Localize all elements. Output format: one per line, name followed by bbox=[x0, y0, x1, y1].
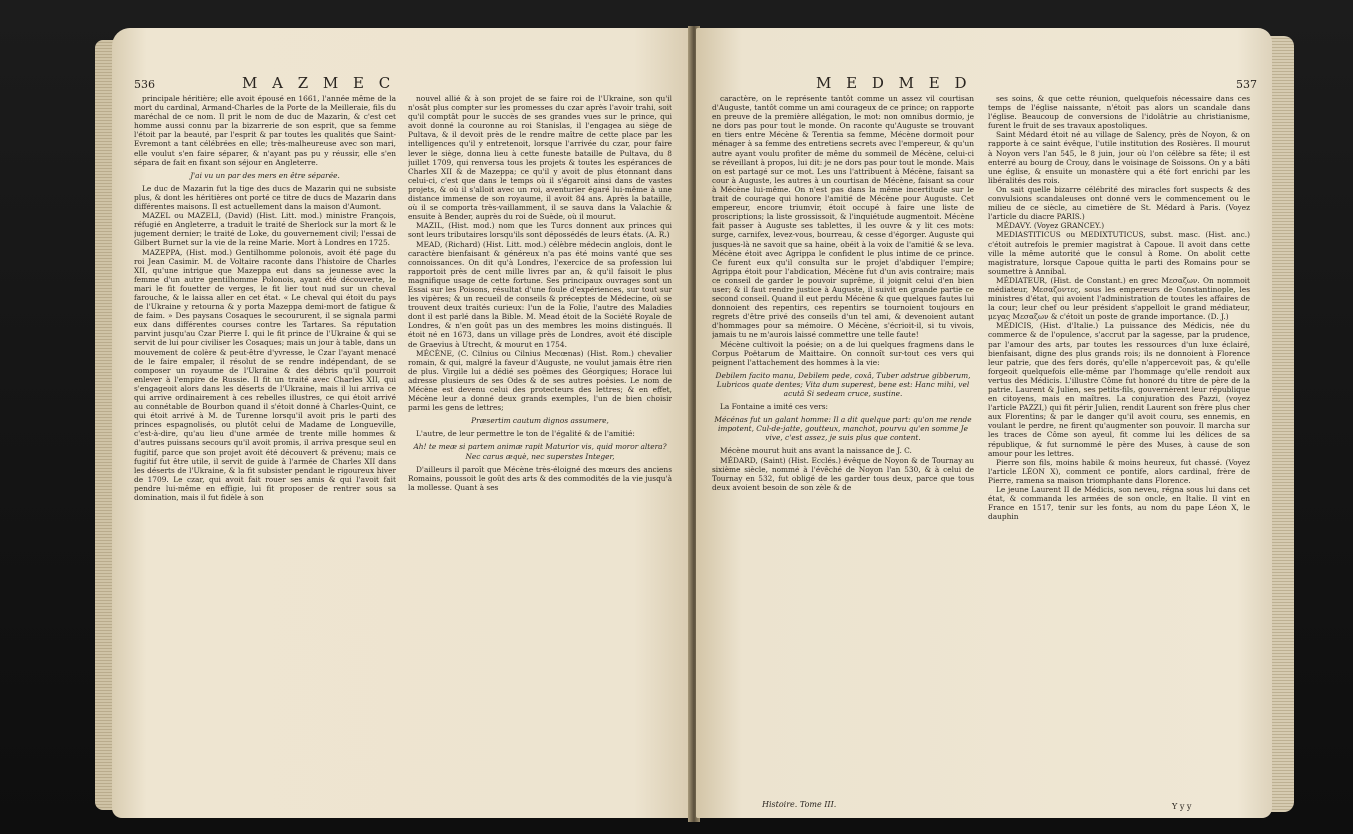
paragraph: principale héritière; elle avoit épousé en 1661, l'année même de la mort du cardinal, Armand-Charles de la Porte de la Meilleraie, fils du maréchal de ce nom. Il prit le nom de duc de Mazarin, & c'est cet homme aussi connu par la bizarrerie de son esprit, que sa femme l'étoit par la beauté, par l'esprit & par toutes les qualités que Saint-Evremont a tant célébrées en elle; très-malheureuse avec son mari, elle voulut s'en faire séparer, & n'ayant pas pu y réussir, elle s'en sépara de fait en fixant son séjour en Angleterre. bbox=[134, 94, 396, 167]
paragraph: Saint Médard étoit né au village de Salency, près de Noyon, & on rapporte à ce saint évêque, l'utile institution des Rosières. Il mourut à Noyon vers l'an 545, le 8 juin, jour où l'on célèbre sa fête; il est enterré au bourg de Crouy, dans le voisinage de Soissons. On y a bâti une église, & ensuite un monastère qui a été fort enrichi par les libéralités des rois. bbox=[988, 130, 1250, 185]
paragraph: Le duc de Mazarin fut la tige des ducs de Mazarin qui ne subsiste plus, & dont les héritières ont porté ce titre de ducs de Mazarin dans différentes maisons. Il est actuellement dans la maison d'Aumont. bbox=[134, 183, 396, 212]
quotation: Præsertim cautum dignos assumere, bbox=[471, 416, 609, 426]
paragraph: MÉDIATEUR, (Hist. de Constant.) en grec Μεσαζων. On nommoit médiateur, Μεσαζοντες, sous les empereurs de Constantinople, les ministres d'état, qui avoient l'administration de toutes les affaires de la cour; leur chef ou leur président s'appelloit le grand médiateur, μεγας Μεσαζων & c'étoit un poste de grande importance. (D. J.) bbox=[988, 275, 1250, 322]
paragraph: L'autre, de leur permettre le ton de l'égalité & de l'amitié: bbox=[416, 429, 635, 439]
paragraph: MÉCÈNE, (C. Cilnius ou Cilnius Mecœnas) (Hist. Rom.) chevalier romain, & qui, malgré la faveur d'Auguste, ne voulut jamais être rien de plus. Virgile lui a dédié ses poëmes des Géorgiques; Horace lui adresse plusieurs de ses Odes & de ses autres poésies. Le nom de Mécène est devenu celui des protecteurs des lettres; & en effet, Mécène leur a donné deux grands exemples, l'un de bien choisir parmi les gens de lettres; bbox=[408, 348, 672, 413]
paragraph: La Fontaine a imité ces vers: bbox=[720, 402, 829, 412]
left-column-1 bbox=[134, 94, 396, 806]
quotation: Mécénas fut un galant homme: Il a dit quelque part: qu'on me rende impotent, Cul-de-jatte, goutteux, manchot, pourvu qu'en somme Je vive, c'est assez, je suis plus que content. bbox=[714, 415, 972, 443]
footer-signature: Histoire. Tome III. bbox=[762, 800, 837, 809]
paragraph: MEAD, (Richard) (Hist. Litt. mod.) célèbre médecin anglois, dont le caractère bienfaisant & généreux n'a pas été moins vanté que ses connoissances. On dit qu'à Londres, l'exercice de sa profession lui rapportoit près de cent mille livres par an, & qu'il faisoit le plus magnifique usage de cette fortune. Ses principaux ouvrages sont un Essai sur les Poisons, résultat d'une foule d'expériences, sur tout sur les vipères; & un recueil de conseils & préceptes de Médecine, où se trouvent deux traités curieux: l'un de la Folie, l'autre des Maladies dont il est parlé dans la Bible. M. Mead étoit de la Société Royale de Londres, & n'en goût pas un des membres les moins distingués. Il étoit né en 1673, dans un village près de Londres, avoit été disciple de Graevius à Utrecht, & mourut en 1754. bbox=[408, 239, 672, 349]
paragraph: Mécène cultivoit la poésie; on a de lui quelques fragmens dans le Corpus Poëtarum de Maittaire. On connoît sur-tout ces vers qui peignent l'attachement des hommes à la vie: bbox=[712, 339, 974, 367]
paragraph: On sait quelle bizarre célébrité des miracles fort suspects & des convulsions scandaleuses ont donné vers le commencement ou le milieu de ce siècle, au cimetière de St. Médard à Paris. (Voyez l'article du diacre PARIS.) bbox=[988, 184, 1250, 222]
page-number-left: 536 bbox=[134, 78, 155, 91]
paragraph: MÉDICIS, (Hist. d'Italie.) La puissance des Médicis, née du commerce & de l'opulence, s'accrut par la sagesse, par la prudence, par l'amour des arts, par toutes les ressources d'un luxe éclairé, bienfaisant, digne des plus grands rois; ils ne donnoient à Florence leur patrie, que des fers dorés, qu'elle n'appercevoit pas, & qu'elle forgeoit quelquefois elle-même par l'hommage qu'elle rendoit aux vertus des Médicis. L'illustre Côme fut honoré du titre de père de la patrie. Laurent & Julien, ses petits-fils, gouvernèrent leur république en citoyens, mais en maîtres. La conjuration des Pazzi, (voyez l'article PAZZI,) qui fit périr Julien, rendit Laurent son frère plus cher aux Florentins; & par le danger qu'il avoit couru, ses ennemis, en voulant le perdre, ne firent qu'augmenter son pouvoir. Il marcha sur les traces de Côme son ayeul, fit comme lui les délices de sa république, & fut surnommé le père des Muses, à cause de son amour pour les lettres. bbox=[988, 321, 1250, 458]
paragraph: MEDIASTITICUS ou MEDIXTUTICUS, subst. masc. (Hist. anc.) c'étoit autrefois le premier magistrat à Capoue. Il avoit dans cette ville la même autorité que le consul à Rome. On abolit cette magistrature, lorsque Capoue quitta le parti des Romains pour se soumettre à Annibal. bbox=[988, 230, 1250, 276]
right-page bbox=[696, 28, 1272, 818]
paragraph: Mécène mourut huit ans avant la naissance de J. C. bbox=[720, 446, 912, 456]
quotation: Ah! te meæ si partem animæ rapit Maturior vis, quid moror altera? Nec carus æquè, nec superstes Integer, bbox=[413, 442, 667, 461]
right-column-1 bbox=[712, 94, 974, 794]
running-head-left: M A Z M E C bbox=[242, 74, 396, 92]
left-page bbox=[112, 28, 692, 818]
right-column-2 bbox=[988, 94, 1250, 806]
quotation: J'ai vu un par des mers en être séparée. bbox=[190, 170, 340, 180]
paragraph: MAZEPPA, (Hist. mod.) Gentilhomme polonois, avoit été page du roi Jean Casimir. M. de Voltaire raconte dans l'histoire de Charles XII, qu'une intrigue que Mazeppa eut dans sa jeunesse avec la femme d'un autre gentilhomme Polonois, ayant été découverte, le mari le fit fouetter de verges, le fit lier tout nud sur un cheval farouche, & le laissa aller en cet état. « Le cheval qui étoit du pays de l'Ukraine y retourna & y porta Mazeppa demi-mort de fatigue & de faim. » Des paysans Cosaques le secoururent, il se signala parmi eux dans différentes courses contre les Tartares. Sa réputation parvint jusqu'au Czar Pierre I. qui le fit prince de l'Ukraine & qui se servit de lui pour civiliser les Cosaques; mais un jour à table, dans un mouvement de colère & peut-être d'yvresse, le Czar l'ayant menacé de le faire empaler, il résolut de se rendre indépendant, de se composer un royaume de l'Ukraine & des débris qu'il pourroit enlever à l'empire de Russie. Il fit un traité avec Charles XII, qui s'engageoit alors dans les déserts de l'Ukraine, mais il lui arriva ce qui arrive ordinairement à ces rebelles illustres, ce qui étoit arrivé au connétable de Bourbon quand il s'étoit donné à Charles-Quint, ce qui étoit arrivé à M. de Turenne lorsqu'il avoit pris le parti des princes espagnolisés, ou plutôt celui de Madame de Longueville, c'est-à-dire, qu'au lieu d'une armée de trente mille hommes & d'autres puissans secours qu'il avoit promis, il arriva presque seul en fugitif, parce que son projet avoit été découvert & prévenu; mais ce fugitif fut être utile, il servit de guide à l'armée de Charles XII dans les déserts de l'Ukraine, & la fit subsister pendant le rigoureux hiver de 1709. Le czar, qui avoit fait rouer ses amis & qui l'avoit fait pendre lui-même en effigie, lui fit proposer de rentrer sous sa domination, mais il fut fidèle à son bbox=[134, 247, 396, 503]
quotation: Debilem facito manu, Debilem pede, coxâ, Tuber adstrue gibberum, Lubricos quate dentes; Vita dum superest, bene est: Hanc mihi, vel acutâ Si sedeam cruce, sustine. bbox=[715, 370, 971, 398]
paragraph: MAZIL, (Hist. mod.) nom que les Turcs donnent aux princes qui sont leurs tributaires lorsqu'ils sont dépossédés de leurs états. (A. R.) bbox=[408, 221, 672, 240]
paragraph: Pierre son fils, moins habile & moins heureux, fut chassé. (Voyez l'article LÉON X), comment ce pontife, alors cardinal, frère de Pierre, ramena sa maison triomphante dans Florence. bbox=[988, 457, 1250, 485]
paragraph: MAZEL ou MAZELI, (David) (Hist. Litt. mod.) ministre François, réfugié en Angleterre, a traduit le traité de Sherlock sur la mort & le jugement dernier; le traité de Loke, du gouvernement civil; l'essai de Gilbert Burnet sur la vie de la reine Marie. Mort à Londres en 1725. bbox=[134, 211, 396, 248]
paragraph: ses soins, & que cette réunion, quelquefois nécessaire dans ces temps de l'église naissante, n'étoit pas alors un scandale dans l'église. Beaucoup de conversions de l'idolâtrie au christianisme, furent le fruit de ses travaux apostoliques. bbox=[988, 94, 1250, 131]
signature-mark: Y y y bbox=[1172, 802, 1192, 811]
paragraph: Le jeune Laurent II de Médicis, son neveu, régna sous lui dans cet état, & commanda les armées de son oncle, en Italie. Il vint en France en 1517, tenir sur les fonts, au nom du pape Léon X, le dauphin bbox=[988, 485, 1250, 522]
paragraph: MÉDARD, (Saint) (Hist. Ecclés.) évêque de Noyon & de Tournay au sixième siècle, nommé à l'évêché de Noyon l'an 530, & à celui de Tournay en 532, fut obligé de les garder tous deux, parce que tous deux avoient besoin de son zèle & de bbox=[712, 455, 974, 492]
page-number-right: 537 bbox=[1236, 78, 1257, 91]
paragraph: nouvel allié & à son projet de se faire roi de l'Ukraine, son qu'il n'osât plus compter sur les promesses du czar après l'avoir trahi, soit qu'il comptât pour le succès de ses grandes vues sur le prince, qui avoit donné la couronne au roi Stanislas, il l'engagea au siège de Pultava, & il devoit près de le rendre maître de cette place par les intelligences qu'il y entretenoit, lorsque l'arrivée du czar, pour faire lever le siège, donna lieu à cette funeste bataille de Pultava, du 8 juillet 1709, qui renversa tous les projets & toutes les espérances de Charles XII & de Mazeppa; ce qu'il y avoit de plus étonnant dans celui-ci, c'est que dans le temps où il s'égaroit ainsi dans de vastes projets, & où il s'alloit avec un roi, aventurier égaré lui-même à une distance immense de son royaume, il avoit 84 ans. Après la bataille, où il se comporta très-vaillamment, il se sauva dans la Valachie & ensuite à Bender, auprès du roi de Suède, où il mourut. bbox=[408, 94, 672, 222]
paragraph: D'ailleurs il paroît que Mécène très-éloigné des mœurs des anciens Romains, poussoit le goût des arts & des commodités de la vie jusqu'à la mollesse. Quant à ses bbox=[408, 464, 672, 492]
paragraph: caractère, on le représente tantôt comme un assez vil courtisan d'Auguste, tantôt comme un ami courageux de ce prince; on rapporte en preuve de la première allégation, le mot: non omnibus dormio, je ne dors pas pour tout le monde. On raconte qu'Auguste se trouvant en tiers entre Mécène & Terentia sa femme, Mécène dormoit pour ménager à sa femme des entretiens secrets avec l'empereur, & qu'un autre ayant voulu profiter de même du sommeil de Mécène, celui-ci se réveillant à propos, lui dit: je ne dors pas pour tout le monde. Mais on est partagé sur ce mot. Les uns l'attribuent à Mécène, faisant sa cour à Auguste, les autres à un courtisan de Mécène, faisant sa cour à Mécène lui-même. On n'est pas dans la même incertitude sur le trait de courage qui honore l'amitié de Mécène pour Auguste. Cet empereur, encore triumvir, étoit occupé à faire une liste de proscriptions; la liste grossissoit, & l'inquiétude augmentoit. Mécène fait passer à Auguste ses tablettes, il les ouvre & y lit ces mots: surge, carnifex, levez-vous, bourreau, & cesse d'égorger. Auguste qui jusques-là ne savoit que sa haine, obéit à la voix de l'amitié & se leva. Mécène étoit avec Agrippa le confident le plus intime de ce prince. Ce furent eux qu'il consulta sur le projet d'abdiquer l'empire; Agrippa étoit pour l'abdication, Mécène fut d'un avis contraire; mais ce conseil de garder le pouvoir suprême, il joignit celui d'en bien user; & il faut rendre justice à Auguste, il suivit en grande partie ce second conseil. Quand il eut perdu Mécène & que quelques fautes lui donnoient des repentirs, ces repentirs se tournoient toujours en regrets d'être privé des conseils d'un tel ami, & devenoient autant d'hommages pour sa mémoire. O Mécène, s'écrioit-il, si tu vivois, jamais tu ne m'aurois laissé commettre une telle faute! bbox=[712, 94, 974, 340]
paragraph: MÉDAVY. (Voyez GRANCEY.) bbox=[996, 221, 1105, 231]
running-head-right: M E D M E D bbox=[816, 74, 972, 92]
left-column-2 bbox=[408, 94, 672, 806]
